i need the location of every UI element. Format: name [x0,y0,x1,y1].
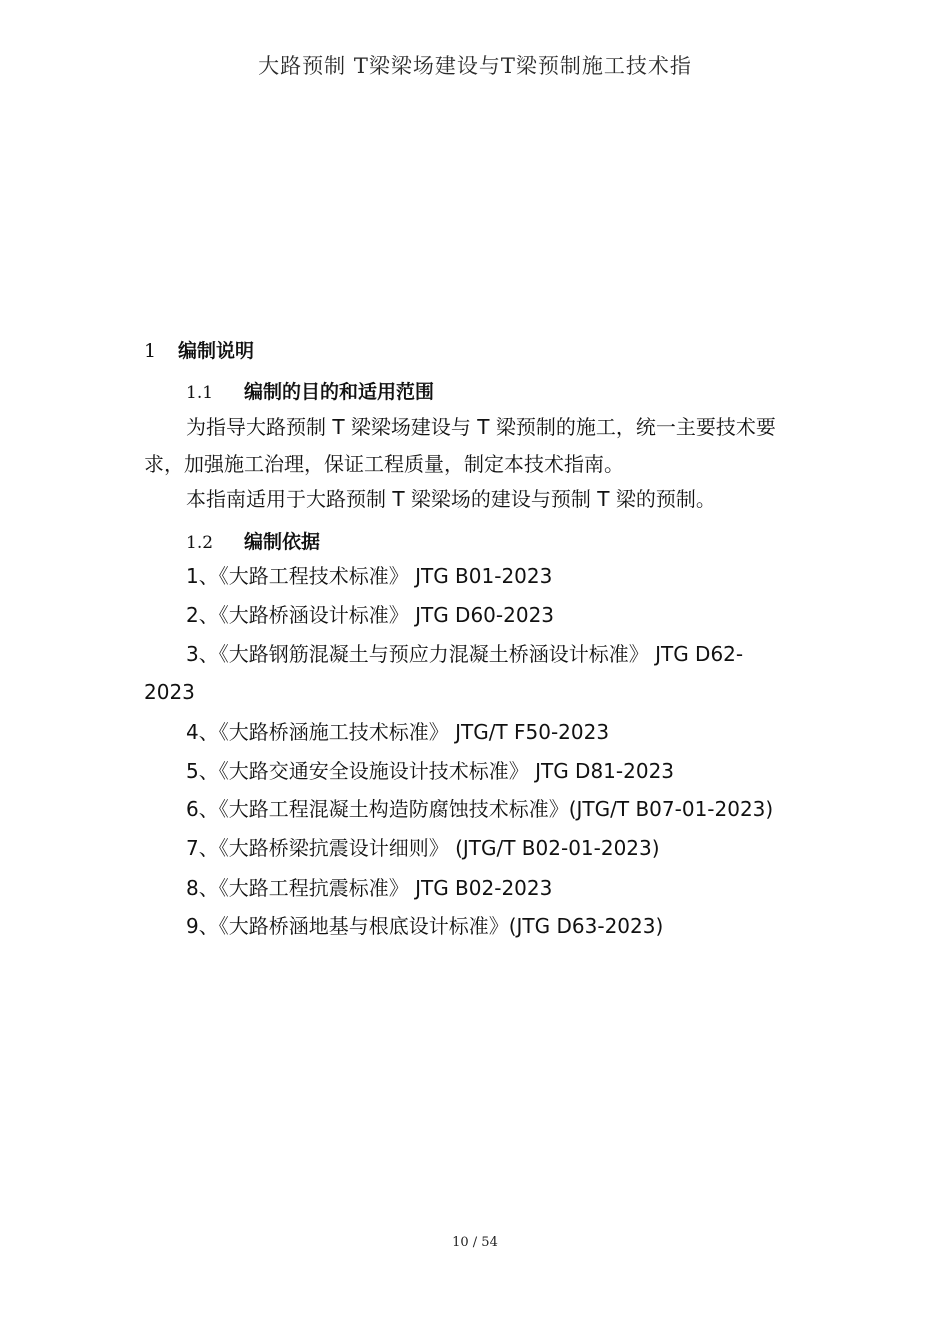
subsection-title: 编制依据 [244,531,321,553]
paragraph-line: 本指南适用于大路预制 T 梁梁场的建设与预制 T 梁的预制。 [186,487,716,511]
reference-item: 9、《大路桥涵地基与根底设计标准》(JTG D63-2023) [186,914,664,938]
section-title: 编制说明 [178,340,255,362]
subsection-title: 编制的目的和适用范围 [244,381,435,403]
reference-item: 5、《大路交通安全设施设计技术标准》 JTG D81-2023 [186,759,675,783]
reference-item-continuation: 2023 [144,680,195,704]
page-header-title: 大路预制 T梁梁场建设与T梁预制施工技术指 [258,54,692,78]
subsection-number: 1.2 [186,533,214,553]
reference-item: 1、《大路工程技术标准》 JTG B01-2023 [186,564,553,588]
reference-item: 2、《大路桥涵设计标准》 JTG D60-2023 [186,603,555,627]
section-heading [144,339,254,363]
reference-item: 4、《大路桥涵施工技术标准》 JTG/T F50-2023 [186,720,610,744]
subsection-heading-1-1 [186,380,434,405]
paragraph-line: 为指导大路预制 T 梁梁场建设与 T 梁预制的施工，统一主要技术要 [186,415,776,439]
reference-item: 3、《大路钢筋混凝土与预应力混凝土桥涵设计标准》 JTG D62- [186,642,744,666]
section-number: 1 [144,340,157,362]
reference-item: 8、《大路工程抗震标准》 JTG B02-2023 [186,876,553,900]
reference-item: 7、《大路桥梁抗震设计细则》 (JTG/T B02-01-2023) [186,836,660,860]
reference-item: 6、《大路工程混凝土构造防腐蚀技术标准》(JTG/T B07-01-2023) [186,797,774,821]
paragraph-line: 求，加强施工治理，保证工程质量，制定本技术指南。 [144,452,624,476]
page-number: 10 / 54 [452,1235,498,1250]
subsection-number: 1.1 [186,383,214,403]
subsection-heading-1-2 [186,530,320,555]
